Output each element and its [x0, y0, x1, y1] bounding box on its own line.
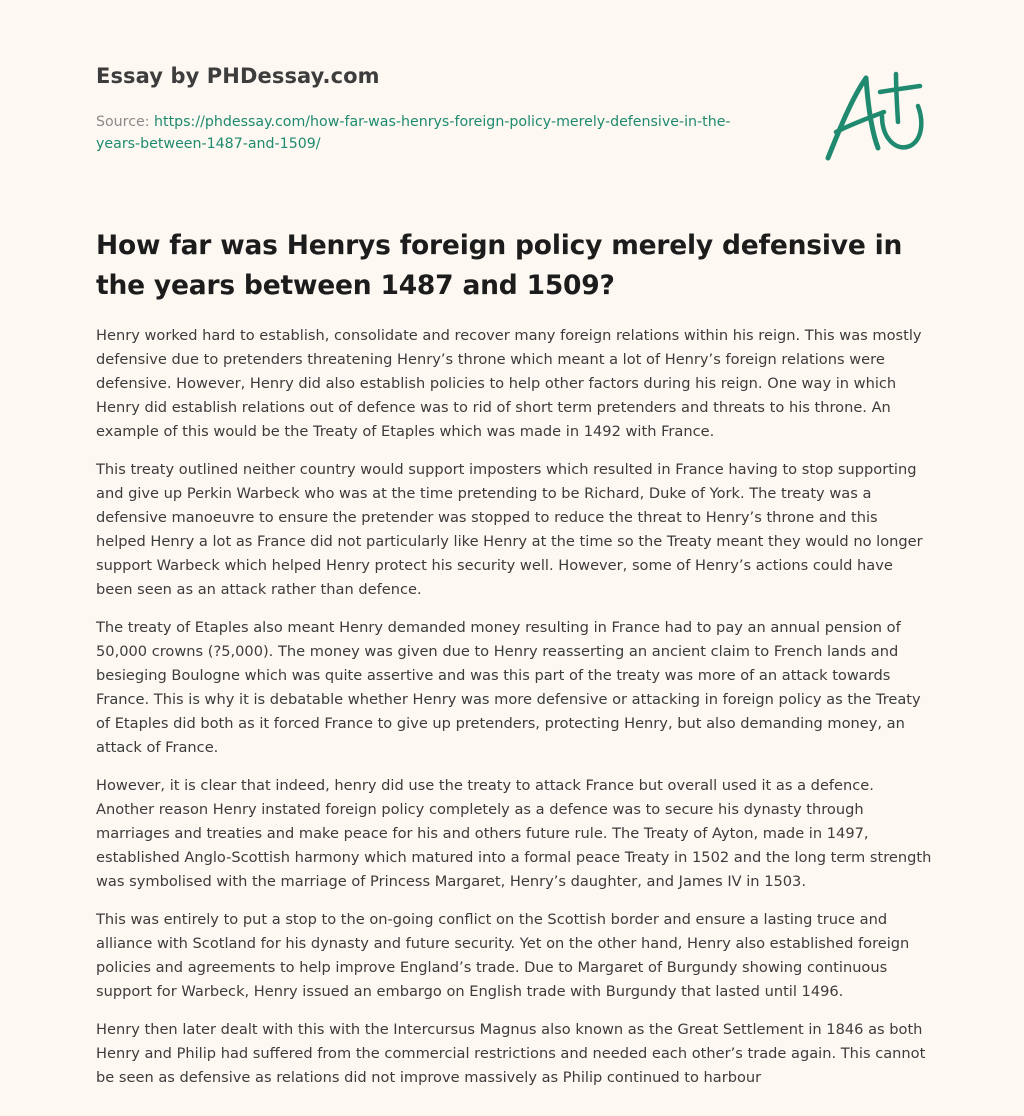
- essay-paragraph: However, it is clear that indeed, henry did use the treaty to attack France but overall used it as a defence. Another reason Henry instated foreign policy completely as a defence was to secure his dynasty through marriages and treaties and make peace for his and others future rule. The Treaty of Ayton, made in 1497, established Anglo-Scottish harmony which matured into a formal peace Treaty in 1502 and the long term strength was symbolised with the marriage of Princess Margaret, Henry’s daughter, and James IV in 1503.: [96, 777, 932, 890]
- essay-paragraph: Henry worked hard to establish, consolidate and recover many foreign relations within his reign. This was mostly defensive due to pretenders threatening Henry’s throne which meant a lot of Henry’s foreign relations were defensive. However, Henry did also establish policies to help other factors during his reign. One way in which Henry did establish relations out of defence was to rid of short term pretenders and threats to his throne. An example of this would be the Treaty of Etaples which was made in 1492 with France.: [96, 327, 922, 440]
- essay-paragraph: This treaty outlined neither country would support imposters which resulted in France having to stop supporting and give up Perkin Warbeck who was at the time pretending to be Richard, Duke of York. The treaty was a defensive manoeuvre to ensure the pretender was stopped to reduce the threat to Henry’s throne and this helped Henry a lot as France did not particularly like Henry at the time so the Treaty meant they would no longer support Warbeck which helped Henry protect his security well. However, some of Henry’s actions could have been seen as an attack rather than defence.: [96, 461, 923, 598]
- source-link[interactable]: https://phdessay.com/how-far-was-henrys-foreign-policy-merely-defensive-in-the-years-between-1487-and-1509/: [96, 114, 731, 152]
- source-line: [96, 111, 756, 155]
- a-plus-logo-icon: [822, 66, 932, 166]
- page-header: [96, 0, 932, 200]
- essay-body: [96, 324, 932, 1104]
- essay-paragraph: The treaty of Etaples also meant Henry demanded money resulting in France had to pay an annual pension of 50,000 crowns (?5,000). The money was given due to Henry reasserting an ancient claim to French lands and besieging Boulogne which was quite assertive and was this part of the treaty was more of an attack towards France. This is why it is debatable whether Henry was more defensive or attacking in foreign policy as the Treaty of Etaples did both as it forced France to give up pretenders, protecting Henry, but also demanding money, an attack of France.: [96, 619, 921, 756]
- essay-title: How far was Henrys foreign policy merely defensive in the years between 1487 and 1509?: [96, 230, 903, 301]
- site-title: Essay by PHDessay.com: [96, 64, 380, 88]
- essay-paragraph: Henry then later dealt with this with the Intercursus Magnus also known as the Great Settlement in 1846 as both Henry and Philip had suffered from the commercial restrictions and needed each other’s trade again. This cannot be seen as defensive as relations did not improve massively as Philip continued to harbour: [96, 1021, 926, 1086]
- essay-paragraph: This was entirely to put a stop to the on-going conflict on the Scottish border and ensure a lasting truce and alliance with Scotland for his dynasty and future security. Yet on the other hand, Henry also established foreign policies and agreements to help improve England’s trade. Due to Margaret of Burgundy showing continuous support for Warbeck, Henry issued an embargo on English trade with Burgundy that lasted until 1496.: [96, 911, 910, 1000]
- essay-page: [96, 0, 932, 1086]
- source-label: Source:: [96, 114, 150, 130]
